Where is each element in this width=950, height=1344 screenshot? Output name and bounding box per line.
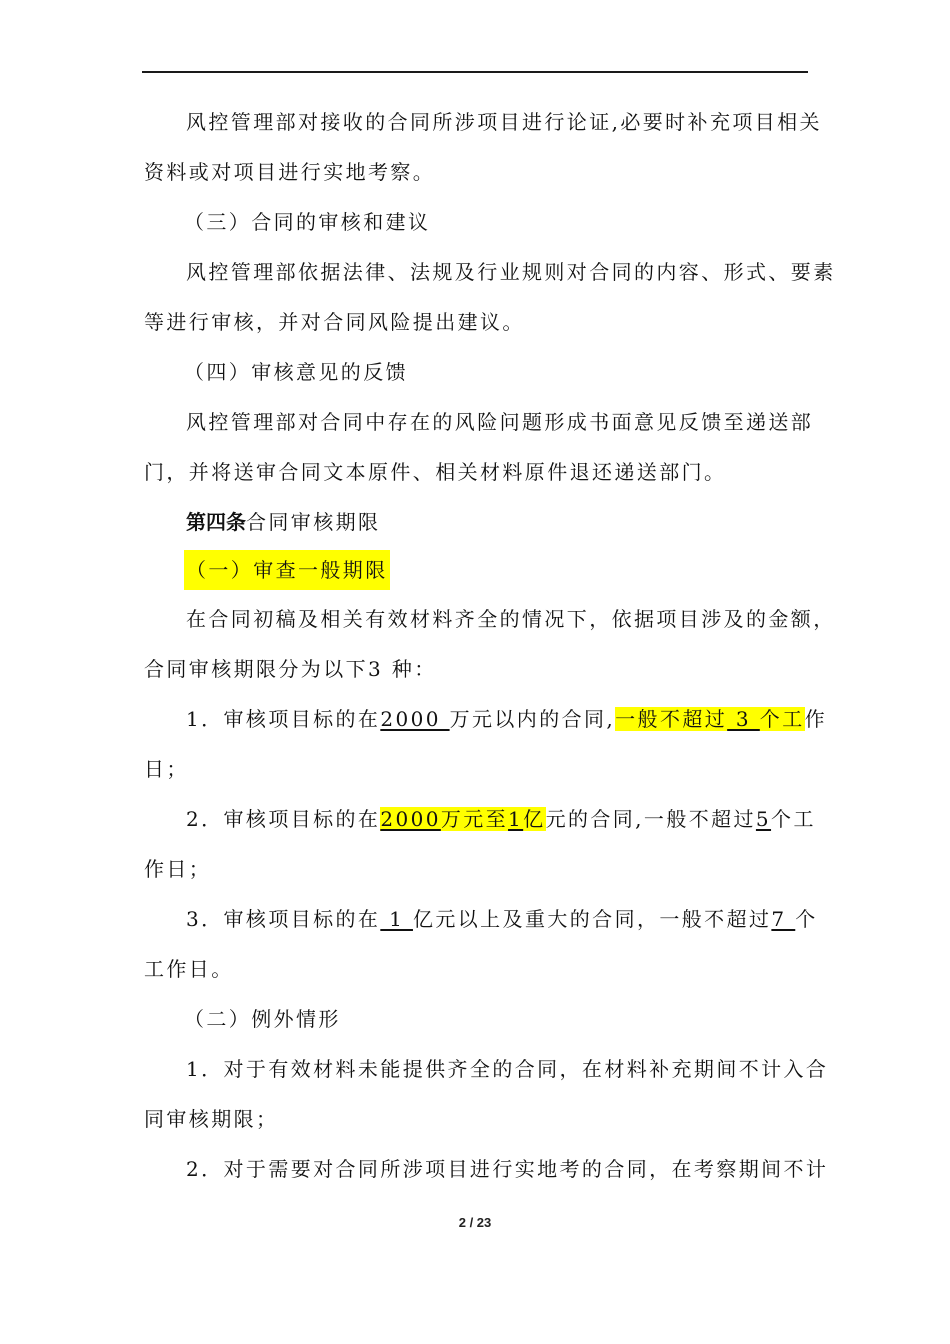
paragraph-line: 等进行审核，并对合同风险提出建议。 bbox=[144, 310, 525, 334]
list-item-3-continuation: 工作日。 bbox=[144, 957, 234, 981]
highlighted-range: 2000万元至1亿 bbox=[380, 807, 546, 831]
paragraph-line: 风控管理部对合同中存在的风险问题形成书面意见反馈至递送部 bbox=[186, 410, 814, 434]
article-number: 第四条 bbox=[186, 510, 246, 534]
section-heading: （四）审核意见的反馈 bbox=[184, 360, 408, 384]
list-item-2: 2．审核项目标的在2000万元至1亿元的合同,一般不超过5个工 bbox=[186, 807, 816, 831]
paragraph-line: 风控管理部依据法律、法规及行业规则对合同的内容、形式、要素 bbox=[186, 260, 836, 284]
paragraph-line: 门，并将送审合同文本原件、相关材料原件退还递送部门。 bbox=[144, 460, 727, 484]
paragraph-line: 在合同初稿及相关有效材料齐全的情况下，依据项目涉及的金额， bbox=[186, 607, 836, 631]
list-item-3: 3．审核项目标的在 1 亿元以上及重大的合同，一般不超过7 个 bbox=[186, 907, 818, 931]
exception-item-2: 2．对于需要对合同所涉项目进行实地考的合同，在考察期间不计 bbox=[186, 1157, 829, 1181]
exception-item-1: 1．对于有效材料未能提供齐全的合同，在材料补充期间不计入合 bbox=[186, 1057, 829, 1081]
header-rule bbox=[142, 71, 808, 73]
article-heading bbox=[186, 507, 380, 537]
page-number: 2 / 23 bbox=[458, 1215, 492, 1230]
section-heading: （三）合同的审核和建议 bbox=[184, 210, 431, 234]
list-item-1: 1．审核项目标的在2000 万元以内的合同,一般不超过 3 个工作 bbox=[186, 707, 828, 731]
article-title: 合同审核期限 bbox=[246, 510, 381, 534]
highlighted-limit: 一般不超过 3 个工 bbox=[615, 707, 805, 731]
list-item-1-continuation: 日； bbox=[144, 757, 189, 781]
highlighted-section-heading: （一）审查一般期限 bbox=[184, 550, 392, 590]
paragraph-line: 风控管理部对接收的合同所涉项目进行论证,必要时补充项目相关 bbox=[186, 110, 822, 134]
paragraph-line: 合同审核期限分为以下3 种： bbox=[144, 657, 437, 681]
exception-item-1-continuation: 同审核期限； bbox=[144, 1107, 279, 1131]
section-heading: （二）例外情形 bbox=[184, 1007, 341, 1031]
list-item-2-continuation: 作日； bbox=[144, 857, 212, 881]
paragraph-line: 资料或对项目进行实地考察。 bbox=[144, 160, 436, 184]
